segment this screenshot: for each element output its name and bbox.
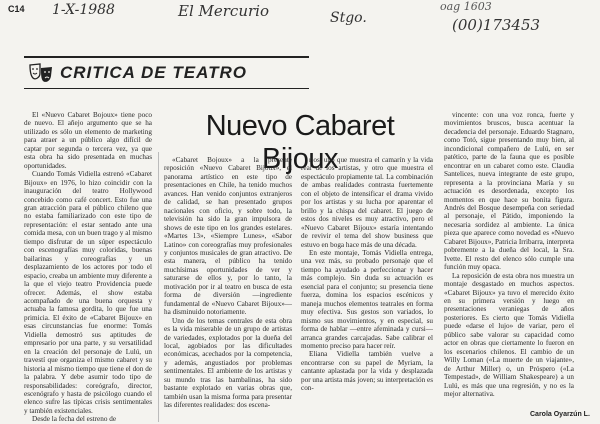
paragraph: vincente: con una voz ronca, fuerte y movimientos bruscos, busca acentuar la decadencia del personaje. Eduardo Stagnaro, como Totó, sigue presentando muy bien, al incondicional compañero de Lulú, en ser patético, parte de la fauna que es posible encontrar en un cabaret como este. Claudia Santelices, nueva integrante de este grupo, representa a la provinciana María y su actuación es desordenada, excepto los momentos en que hace su bonita figura. Andrés del Bosque desempeña con seriedad al personaje, el Pátido, imponiendo la necesaria sordidez al ambiente. La única pieza que aparece como novedad es «Nuevo Cabaret Bijoux», Patricia Irribarra, interpreta pobremente a la dueña del local, la Sra. Ivette. El resto del elenco sólo cumple una función muy opaca. <box>444 111 574 272</box>
article-column-3 <box>301 156 433 424</box>
paragraph: La reposición de esta obra nos muestra un montaje desgastado en muchos aspectos. «Cabaret Bijoux» ya tuvo el merecido éxito en su primera versión y luego en presentaciones veraniegas de años posteriores. Es cierto que Tomás Vidiella puede «darse el lujo» de variar, pero el público sabe valorar su capacidad como actor en obras que ciertamente lo fueron en los escenarios chilenos. El cambio de un Willy Loman («La muerte de un viajante», de Arthur Miller) o, un Próspero («La Tempestad», de William Shakespeare) a un Lulú, es más que una regresión, y no es la mejor alternativa. <box>444 271 574 398</box>
article-column-1 <box>24 111 152 424</box>
handwritten-date: 1-X-1988 <box>52 2 115 18</box>
article-headline: Nuevo Cabaret Bijoux <box>205 110 395 175</box>
handwritten-city: Stgo. <box>330 10 367 26</box>
theater-masks-icon <box>28 62 54 84</box>
handwritten-archive-code: oag 1603 <box>440 0 492 13</box>
paragraph: En este montaje, Tomás Vidiella entrega, una vez más, su probado personaje que el tiempo ha ayudado a perfeccionar y hacer más complejo. Sin duda su actuación es esencial para el conjunto; su presencia tiene fuerza, domina los espacios escénicos y maneja muchos elementos teatrales en forma muy efectiva. Sus gestos son variados, lo mismo sus movimientos, y en especial, su forma de hablar —entre afeminada y cursi— arranca grandes carcajadas. Sabe calibrar el momento preciso para hacer reír. <box>301 248 433 350</box>
article-column-4 <box>444 111 574 411</box>
author-byline: Carola Oyarzún L. <box>530 411 590 418</box>
section-title: CRITICA DE TEATRO <box>60 63 247 82</box>
paragraph: rios, uno que muestra el camarín y la vida real de los artistas, y otro que muestra el espectáculo propiamente tal. La combinación de ambas realidades contrasta fuertemente con el objeto de intensificar el drama vivido por los artistas y su lucha por aparentar el brillo y la chispa del cabaret. El juego de estos dos niveles es muy atractivo, pero el «Nuevo Cabaret Bijoux» estaría intentando de revivir el tema del show business que estuvo en boga hace más de una década. <box>301 156 433 249</box>
paragraph: El «Nuevo Cabaret Bojoux» tiene poco de nuevo. El añejo argumento que se ha utilizado es sólo un elemento de marketing para atraer a un público algo difícil de captar por segunda o tercera vez, ya que esta obra ha sido presentada en muchas oportunidades. <box>24 111 152 170</box>
section-header <box>24 56 309 89</box>
paragraph: Uno de los temas centrales de esta obra es la vida miserable de un grupo de artistas de variedades, explotados por la dueña del local, agobiados por las dificultades económicas, acechados por la competencia, y además, angustiados por problemas sentimentales. El ambiente de los artistas y su mundo tras las bambalinas, ha sido bastante explotado en varias obras que, también usan la misma forma para presentar las diferentes realidades: dos escena- <box>164 316 292 410</box>
paragraph: Desde la fecha del estreno de <box>32 415 117 424</box>
column-divider <box>158 152 159 422</box>
paragraph: Cuando Tomás Vidiella estrenó «Cabaret Bijoux» en 1976, lo hizo coincidir con la inauguración del teatro Hollywood concebido como café concert. Esto fue una gran atracción para el público chileno que no estaba familiarizado con este tipo de representación: el estar sentado ante una comida mesa, con un buen trago y al mismo tiempo disfrutar de un súper espectáculo con escenografías muy coloridas, buenas bailarinas y coreografías y un desplazamiento de los actores por todo el espacio, creaba un ambiente muy diferente a la que el viejo teatro Providencia puede ofrecer. Además, el show estaba acompañado de una buena orquesta y actuaba la famosa gordita, lo que fue una primicia. El éxito de «Cabaret Bijoux» en esas circunstancias fue enorme: Tomás Vidiella demostró sus aptitudes de empresario por una parte, y su versatilidad en la creación del personaje de Lulú, un travestí que organiza el mismo cabaret y su historia al mismo tiempo que tiene el don de la palabra. Y debe asumir todo tipo de responsabilidades: coreógrafo, director, escenógrafo y hasta de psicólogo cuando el elenco sufre las típicas crisis sentimentales y también existenciales. <box>24 170 152 415</box>
article-column-2 <box>164 156 292 424</box>
paragraph: Eliana Vidiella también vuelve a encontrarse con su papel de Myriam, la cantante aplastada por la vida y desplazada por una artista más joven; su interpretación es con- <box>301 350 433 393</box>
handwritten-record-number: (00)173453 <box>452 16 541 34</box>
page-number: C14 <box>8 4 25 14</box>
paragraph: «Cabaret Bojoux» a la presente reposición «Nuevo Cabaret Bijoux», el panorama artístico en este tipo de presentaciones en Chile, ha tenido muchos avances. Han venido conjuntos extranjeros de calidad, se han presentado grupos nacionales con oficio, y sobre todo, la televisión ha sido la gran impulsora de shows de este tipo en los grandes estelares. «Martes 13», «Siempre Lunes», «Sabor Latino» con coreografías muy profesionales y conjuntos musicales de gran atractivo. De esta manera, el público ha tenido muchísimas oportunidades de ver y saturarse de ellos y, por lo tanto, la motivación por ir al teatro en busca de esta forma de diversión —ingrediente fundamental de «Nuevo Cabaret Bijoux»— ha disminuido notoriamente. <box>164 156 292 317</box>
handwritten-newspaper-name: El Mercurio <box>178 2 269 20</box>
